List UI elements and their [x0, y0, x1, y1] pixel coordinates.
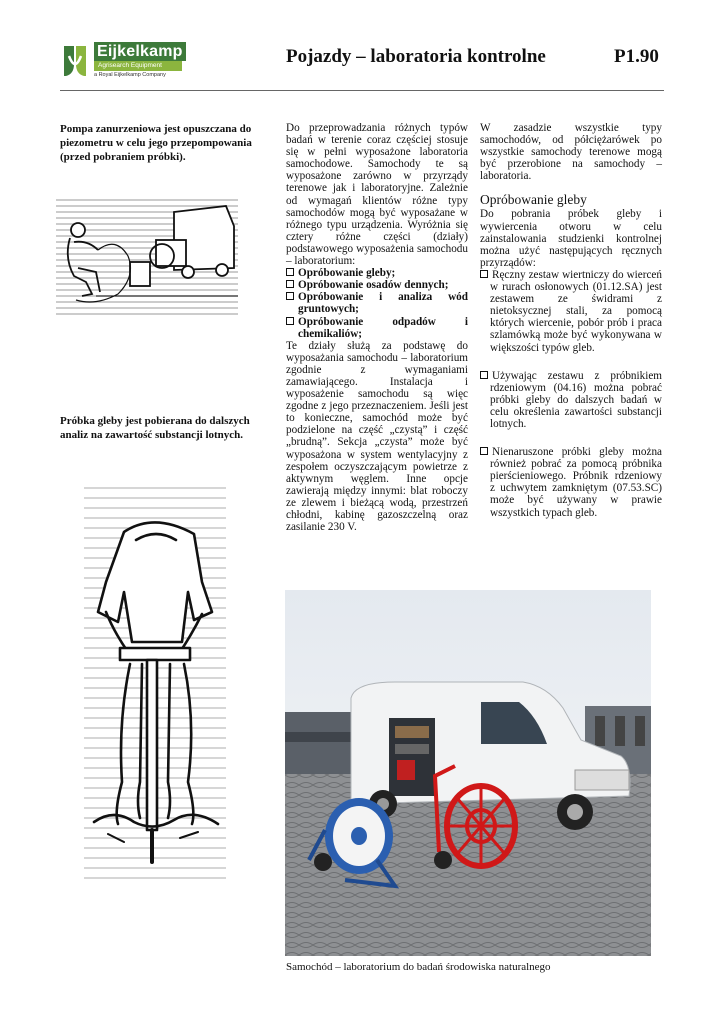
list-item: Opróbowanie osadów dennych; [286, 279, 468, 291]
section-heading: Opróbowanie gleby [480, 192, 587, 208]
checkbox-bullet-icon [286, 268, 294, 276]
checkbox-bullet-icon [286, 292, 294, 300]
soil-sampling-illustration [84, 482, 226, 887]
checkbox-bullet-icon [480, 270, 488, 278]
list-item: Opróbowanie gleby; [286, 267, 468, 279]
outro-paragraph: Te działy służą za podstawę do wyposażania samochodu – laboratorium zgodnie z wymaganiami zamawiającego. Instalacja i wyposażenie samochodu są więc zgodne z jego przeznaczeniem. Jeśli jest to konieczne, samochód może być podzielone na część „czystą” i część „brudną”. Sekcja „czysta” może być wyposażona w system wentylacyjny z zespołem oczyszczającym powietrze z aktywnym węglem. Inne opcje zawierają między innymi: blat roboczy ze zlewem i bieżącą wodą, przestrzeń chłodni, kabinę gazoszczelną oraz zasilanie 230 V. [286, 339, 468, 534]
lab-van-photo [285, 590, 651, 956]
list-item: Opróbowanie i analiza wód gruntowych; [286, 291, 468, 315]
photo-caption: Samochód – laboratorium do badań środowiska naturalnego [286, 961, 551, 973]
soil-caption: Próbka gleby jest pobierana do dalszych analiz na zawartość substancji lotnych. [60, 415, 250, 441]
list-item: Opróbowanie odpadów i chemikaliów; [286, 316, 468, 340]
intro-paragraph: Do przeprowadzania różnych typów badań w terenie coraz częściej stosuje się w pełni wyposażone laboratoria samochodowe. Samochody te są wyposażone zarówno w przyrządy terenowe jak i laboratoryjne. Zależnie od wymagań klientów różne typy samochodów mogą być wyposażane w różnego typu urządzenia. Wyróżnia się cztery różne części (działy) podstawowego wyposażenia samochodu – laboratorium: [286, 122, 468, 268]
pump-caption: Pompa zanurzeniowa jest opuszczana do piezometru w celu jego przepompowania (przed pobraniem próbki). [60, 123, 252, 163]
list-item: Nienaruszone próbki gleby można również pobrać za pomocą próbnika pierścieniowego. Próbnik rdzeniowy z uchwytem zamkniętym (07.53.SC) może być używany w prawie wszystkich typach gleb. [480, 446, 662, 519]
checkbox-bullet-icon [286, 317, 294, 325]
logo-subtitle: Agrisearch Equipment [94, 61, 182, 71]
company-logo [60, 42, 210, 82]
checkbox-bullet-icon [480, 371, 488, 379]
logo-mark-icon [60, 42, 90, 78]
list-item: Ręczny zestaw wiertniczy do wierceń w rurach osłonowych (01.12.SA) jest zestawem ze świdrami z nietoksycznej stali, za pomocą których wiercenie, pobór prób i praca szlamówką może być wykonywana w większości typów gleb. [480, 269, 662, 354]
list-item: Używając zestawu z próbnikiem rdzeniowym (04.16) można pobrać próbki gleby do dalszych badań w celu określenia zawartości substancji lotnych. [480, 370, 662, 430]
logo-tagline: a Royal Eijkelkamp Company [94, 72, 166, 78]
checkbox-bullet-icon [480, 447, 488, 455]
vehicles-paragraph: W zasadzie wszystkie typy samochodów, od półciężarówek po wszystkie samochody terenowe mogą być przerobione na samochody – laboratoria. [480, 122, 662, 183]
intro-column [286, 122, 468, 533]
logo-name: Eijkelkamp [94, 42, 186, 61]
soil-column [480, 122, 662, 519]
checkbox-bullet-icon [286, 280, 294, 288]
page-code: P1.90 [614, 46, 659, 67]
page-title: Pojazdy – laboratoria kontrolne [286, 46, 546, 67]
pump-illustration [56, 196, 238, 322]
lead-paragraph: Do pobrania próbek gleby i wywiercenia otworu w celu zainstalowania studzienki kontrolnej można użyć następujących ręcznych przyrządów: [480, 208, 662, 269]
header-divider [60, 90, 664, 91]
